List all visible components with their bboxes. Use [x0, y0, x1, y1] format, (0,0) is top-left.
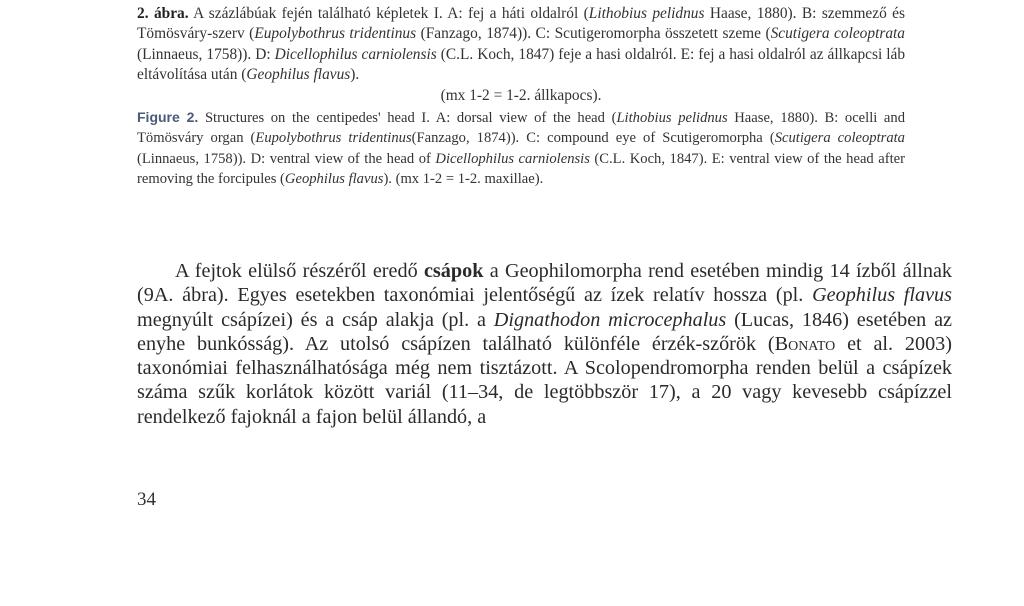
- species-name: Scutigera coleoptrata: [770, 25, 905, 43]
- caption-abbrev-hu: (mx 1-2 = 1-2. állkapocs).: [440, 86, 602, 104]
- caption-label-hu: 2. ábra.: [137, 5, 189, 22]
- species-name: Dicellophilus carniolensis: [435, 150, 590, 167]
- caption-text: Haase, 1880). B: ocelli and Tömösváry organ (: [137, 110, 906, 147]
- caption-text: (Linnaeus, 1758)). D: ventral view of the head of: [137, 150, 436, 167]
- species-name: Lithobius pelidnus: [616, 110, 728, 127]
- caption-text: (Fanzago, 1874)). C: Scutigeromorpha összetett szeme (: [416, 25, 771, 43]
- species-name: Dicellophilus carniolensis: [274, 45, 437, 63]
- species-name: Geophilus flavus: [246, 66, 351, 84]
- figure-caption: [137, 4, 905, 190]
- caption-text: A százlábúak fején található képletek I. A: fej a háti oldalról (: [188, 5, 589, 22]
- caption-hungarian: [137, 4, 905, 106]
- body-text-run: megnyúlt csápízei) és a csáp alakja (pl. a: [137, 308, 494, 331]
- paragraph: [137, 259, 952, 429]
- caption-english: [137, 107, 905, 190]
- caption-text: (C.L. Koch, 1847). E: ventral view of the head after removing the forcipules (: [137, 150, 905, 188]
- body-text-run: a Geophilomorpha rend esetében mindig 14 ízből állnak (9A. ábra). Egyes esetekben taxonómiai jelentőségű az ízek relatív hossza (pl.: [137, 260, 952, 307]
- caption-text: ). (mx 1-2 = 1-2. maxillae).: [383, 171, 544, 188]
- caption-text: (Fanzago, 1874)). C: compound eye of Scutigeromorpha (: [411, 130, 775, 147]
- bold-term: csápok: [423, 260, 484, 282]
- caption-text: ).: [350, 66, 360, 84]
- species-name: Geophilus flavus: [284, 171, 384, 188]
- species-name: Eupolybothrus tridentinus: [255, 130, 412, 147]
- caption-label-en: Figure 2.: [137, 109, 199, 126]
- body-text-run: A fejtok elülső részéről eredő: [175, 260, 424, 282]
- species-name: Geophilus flavus: [812, 284, 953, 307]
- caption-text: Haase, 1880). B: szemmező és Tömösváry-szerv (: [137, 5, 905, 43]
- species-name: Lithobius pelidnus: [588, 5, 705, 22]
- caption-text: (C.L. Koch, 1847) feje a hasi oldalról. E: fej a hasi oldalról az állkapcsi láb eltávolítása után (: [137, 45, 906, 84]
- species-name: Scutigera coleoptrata: [774, 130, 905, 147]
- author-name: Bonato: [774, 332, 836, 355]
- body-text-run: (Lucas, 1846) esetében az enyhe bunkósság). Az utolsó csápízen található különféle érzék-szőrök (: [137, 308, 953, 355]
- caption-text: Structures on the centipedes' head I. A: dorsal view of the head (: [198, 110, 617, 127]
- caption-text: (Linnaeus, 1758)). D:: [137, 45, 275, 63]
- species-name: Eupolybothrus tridentinus: [254, 25, 417, 43]
- body-text-run: et al. 2003) taxonómiai felhasználhatósága még nem tisztázott. A Scolopendromorpha renden belül a csápízek száma szűk korlátok között variál (11–34, de legtöbbször 17), a 20 vagy kevesebb csápízzel rendelkező fajoknál a fajon belül állandó, a: [137, 332, 952, 428]
- page-number: 34: [137, 489, 156, 510]
- species-name: Dignathodon microcephalus: [493, 308, 727, 331]
- body-text: [137, 259, 952, 429]
